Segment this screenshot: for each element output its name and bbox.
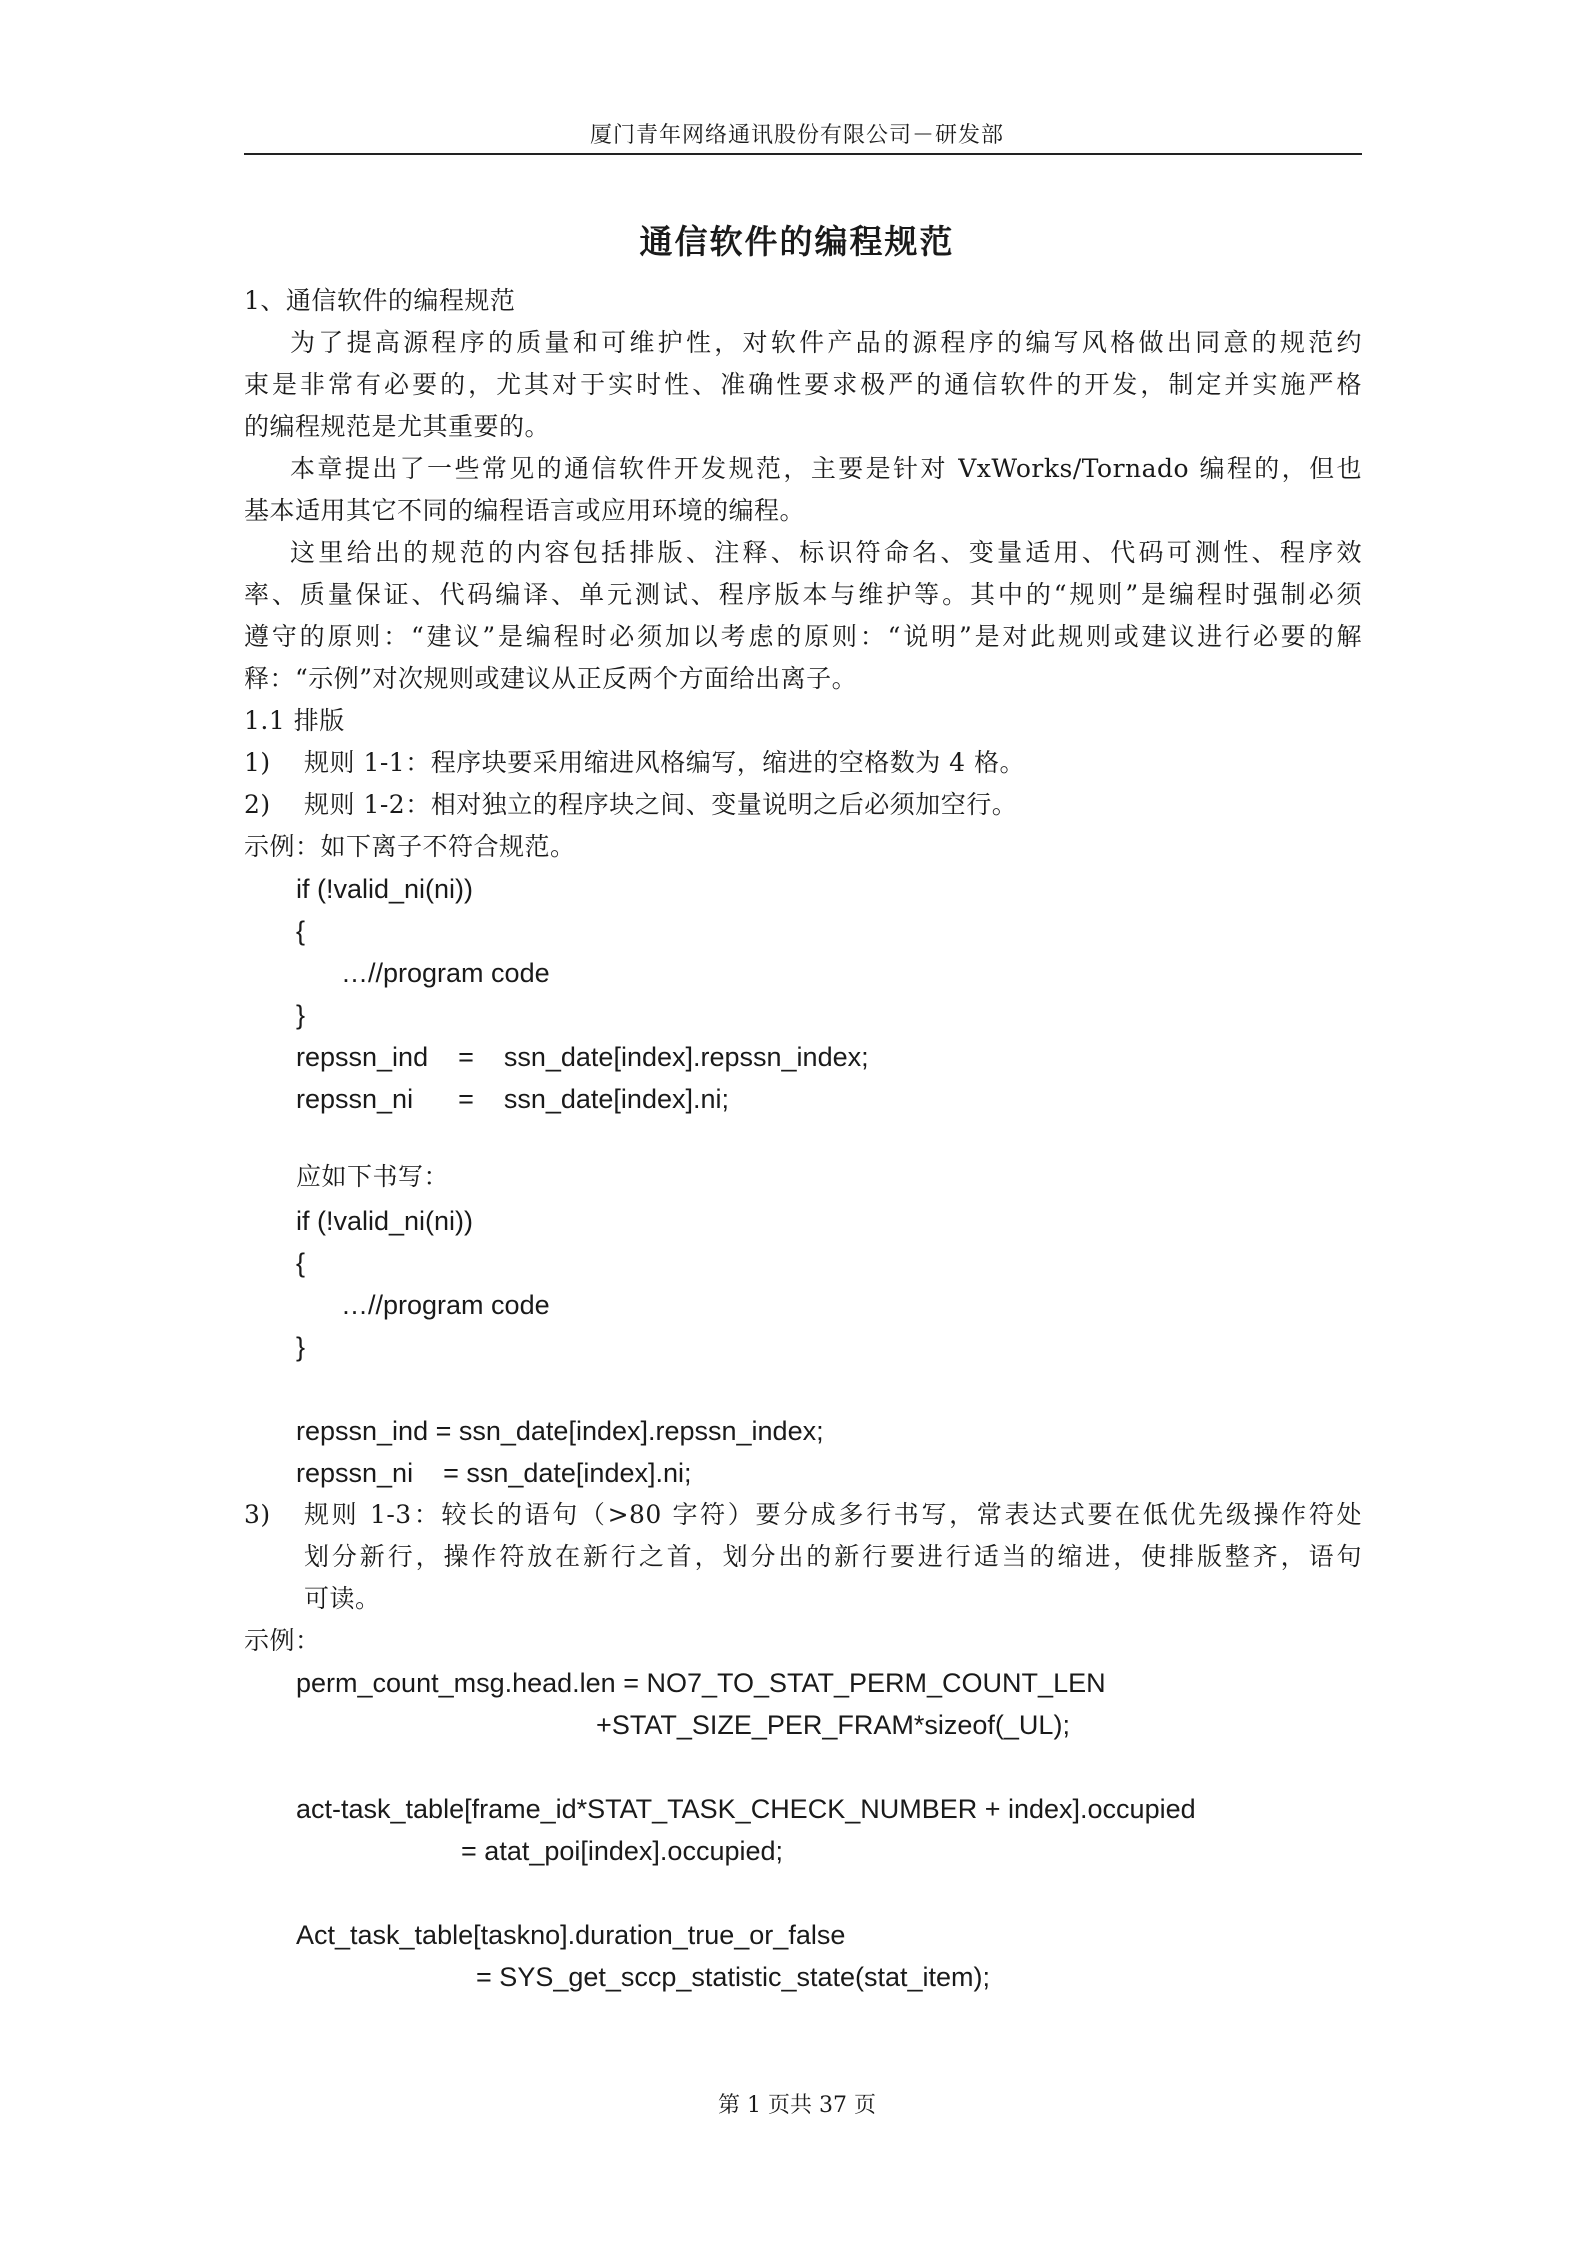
rule-text: 划分新行，操作符放在新行之首，划分出的新行要进行适当的缩进，使排版整齐，语句 xyxy=(304,1542,1362,1571)
code-line: if (!valid_ni(ni)) xyxy=(296,1206,474,1236)
code-line: { xyxy=(296,916,306,946)
paragraph-line: 本章提出了一些常见的通信软件开发规范，主要是针对 VxWorks/Tornado 编程的，但也 xyxy=(290,454,1362,483)
code-line: = atat_poi[index].occupied; xyxy=(296,1836,784,1866)
paragraph-line: 束是非常有必要的，尤其对于实时性、准确性要求极严的通信软件的开发，制定并实施严格 xyxy=(244,370,1362,399)
paragraph-line: 的编程规范是尤其重要的。 xyxy=(244,412,551,441)
paragraph-line: 基本适用其它不同的编程语言或应用环境的编程。 xyxy=(244,496,806,525)
code-line: = SYS_get_sccp_statistic_state(stat_item); xyxy=(296,1962,991,1992)
code-line: } xyxy=(296,1332,306,1362)
code-line: …//program code xyxy=(296,958,550,988)
example-label: 示例：如下离子不符合规范。 xyxy=(244,832,576,861)
code-line: } xyxy=(296,1000,306,1030)
code-line: repssn_ni = ssn_date[index].ni; xyxy=(296,1458,692,1488)
header-divider xyxy=(244,153,1362,155)
subsection-heading: 1.1 排版 xyxy=(244,706,345,735)
code-line: repssn_ind = ssn_date[index].repssn_index; xyxy=(296,1416,824,1446)
code-line: if (!valid_ni(ni)) xyxy=(296,874,474,904)
page-header: 厦门青年网络通讯股份有限公司－研发部 xyxy=(589,123,1004,148)
code-line: repssn_ind = ssn_date[index].repssn_index; xyxy=(296,1042,869,1072)
code-line: repssn_ni = ssn_date[index].ni; xyxy=(296,1084,730,1114)
example-label: 示例： xyxy=(244,1626,321,1655)
code-line: Act_task_table[taskno].duration_true_or_false xyxy=(296,1920,846,1950)
rule-number: 1) xyxy=(244,748,271,777)
code-line: perm_count_msg.head.len = NO7_TO_STAT_PERM_COUNT_LEN xyxy=(296,1668,1106,1698)
section-heading: 1、通信软件的编程规范 xyxy=(244,286,516,315)
rule-text: 规则 1-3：较长的语句（>80 字符）要分成多行书写，常表达式要在低优先级操作符处 xyxy=(304,1500,1362,1529)
code-line: act-task_table[frame_id*STAT_TASK_CHECK_NUMBER + index].occupied xyxy=(296,1794,1196,1824)
rule-number: 3) xyxy=(244,1500,271,1529)
code-line: …//program code xyxy=(296,1290,550,1320)
page-footer: 第 1 页共 37 页 xyxy=(718,2093,876,2118)
paragraph-line: 释：“示例”对次规则或建议从正反两个方面给出离子。 xyxy=(244,664,858,693)
rule-text: 规则 1-2：相对独立的程序块之间、变量说明之后必须加空行。 xyxy=(304,790,1018,819)
code-line: { xyxy=(296,1248,306,1278)
should-write-label: 应如下书写： xyxy=(296,1162,450,1191)
code-line: +STAT_SIZE_PER_FRAM*sizeof(_UL); xyxy=(296,1710,1070,1740)
paragraph-line: 这里给出的规范的内容包括排版、注释、标识符命名、变量适用、代码可测性、程序效 xyxy=(290,538,1362,567)
rule-text: 规则 1-1：程序块要采用缩进风格编写，缩进的空格数为 4 格。 xyxy=(304,748,1026,777)
paragraph-line: 为了提高源程序的质量和可维护性，对软件产品的源程序的编写风格做出同意的规范约 xyxy=(290,328,1362,357)
document-title: 通信软件的编程规范 xyxy=(639,222,955,261)
rule-number: 2) xyxy=(244,790,271,819)
paragraph-line: 率、质量保证、代码编译、单元测试、程序版本与维护等。其中的“规则”是编程时强制必须 xyxy=(244,580,1362,609)
rule-text: 可读。 xyxy=(304,1584,381,1613)
paragraph-line: 遵守的原则：“建议”是编程时必须加以考虑的原则：“说明”是对此规则或建议进行必要的解 xyxy=(244,622,1362,651)
